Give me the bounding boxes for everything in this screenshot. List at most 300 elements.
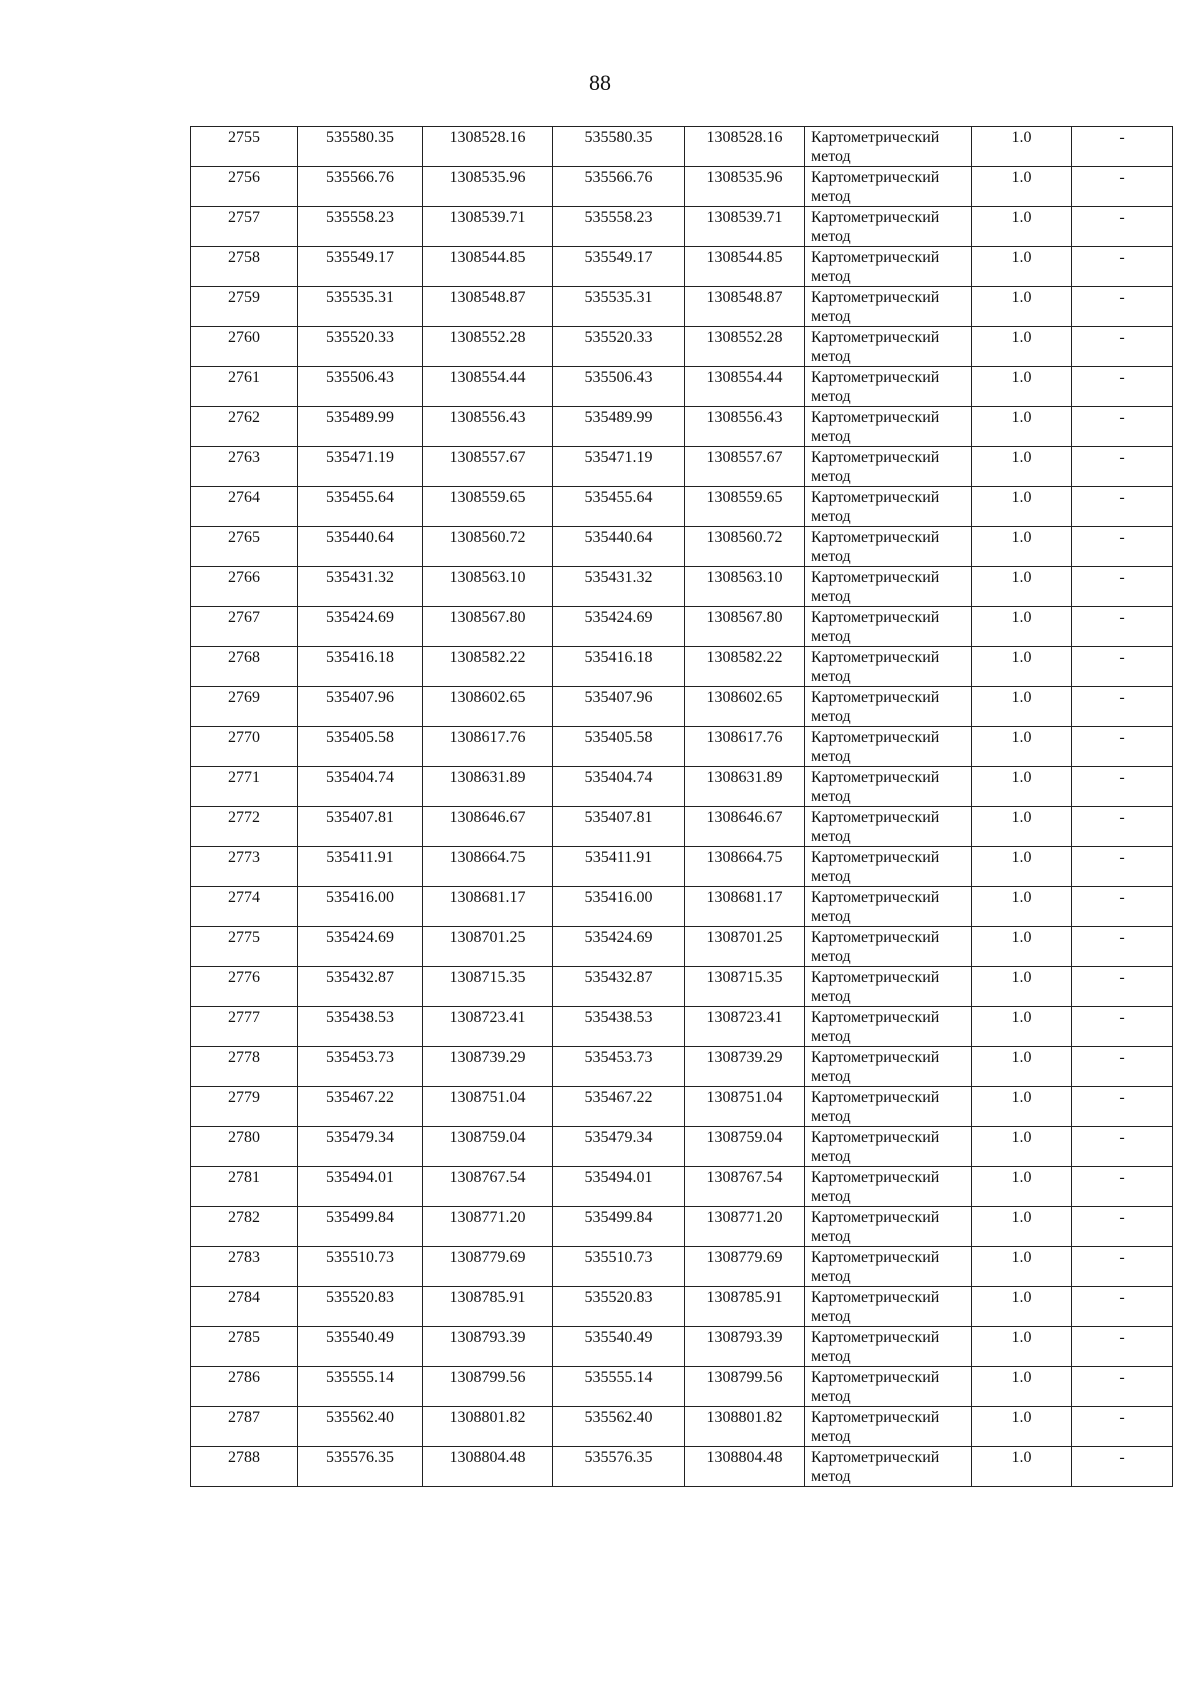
x-new-cell: 535558.23 bbox=[553, 207, 685, 247]
table-row bbox=[191, 1127, 1173, 1167]
point-number-cell: 2776 bbox=[191, 967, 298, 1007]
y-existing-cell: 1308804.48 bbox=[423, 1447, 553, 1487]
point-number-cell: 2780 bbox=[191, 1127, 298, 1167]
method-cell: Картометрический метод bbox=[805, 487, 972, 527]
y-existing-cell: 1308779.69 bbox=[423, 1247, 553, 1287]
method-cell: Картометрический метод bbox=[805, 207, 972, 247]
x-new-cell: 535506.43 bbox=[553, 367, 685, 407]
point-number-cell: 2782 bbox=[191, 1207, 298, 1247]
description-cell: - bbox=[1072, 1207, 1173, 1247]
x-existing-cell: 535580.35 bbox=[298, 127, 423, 167]
description-cell: - bbox=[1072, 1287, 1173, 1327]
x-existing-cell: 535562.40 bbox=[298, 1407, 423, 1447]
x-existing-cell: 535555.14 bbox=[298, 1367, 423, 1407]
x-new-cell: 535416.18 bbox=[553, 647, 685, 687]
accuracy-cell: 1.0 bbox=[972, 1247, 1072, 1287]
y-new-cell: 1308560.72 bbox=[685, 527, 805, 567]
point-number-cell: 2772 bbox=[191, 807, 298, 847]
x-new-cell: 535404.74 bbox=[553, 767, 685, 807]
description-cell: - bbox=[1072, 647, 1173, 687]
y-existing-cell: 1308739.29 bbox=[423, 1047, 553, 1087]
table-row bbox=[191, 1007, 1173, 1047]
point-number-cell: 2774 bbox=[191, 887, 298, 927]
point-number-cell: 2766 bbox=[191, 567, 298, 607]
point-number-cell: 2785 bbox=[191, 1327, 298, 1367]
accuracy-cell: 1.0 bbox=[972, 687, 1072, 727]
x-existing-cell: 535510.73 bbox=[298, 1247, 423, 1287]
table-row bbox=[191, 247, 1173, 287]
description-cell: - bbox=[1072, 447, 1173, 487]
y-new-cell: 1308557.67 bbox=[685, 447, 805, 487]
x-new-cell: 535411.91 bbox=[553, 847, 685, 887]
y-new-cell: 1308567.80 bbox=[685, 607, 805, 647]
accuracy-cell: 1.0 bbox=[972, 647, 1072, 687]
method-cell: Картометрический метод bbox=[805, 1207, 972, 1247]
y-new-cell: 1308751.04 bbox=[685, 1087, 805, 1127]
x-existing-cell: 535471.19 bbox=[298, 447, 423, 487]
method-cell: Картометрический метод bbox=[805, 1047, 972, 1087]
accuracy-cell: 1.0 bbox=[972, 727, 1072, 767]
x-existing-cell: 535407.81 bbox=[298, 807, 423, 847]
y-existing-cell: 1308544.85 bbox=[423, 247, 553, 287]
y-existing-cell: 1308554.44 bbox=[423, 367, 553, 407]
accuracy-cell: 1.0 bbox=[972, 1007, 1072, 1047]
y-new-cell: 1308801.82 bbox=[685, 1407, 805, 1447]
point-number-cell: 2760 bbox=[191, 327, 298, 367]
accuracy-cell: 1.0 bbox=[972, 1287, 1072, 1327]
accuracy-cell: 1.0 bbox=[972, 927, 1072, 967]
point-number-cell: 2763 bbox=[191, 447, 298, 487]
x-new-cell: 535494.01 bbox=[553, 1167, 685, 1207]
point-number-cell: 2784 bbox=[191, 1287, 298, 1327]
method-cell: Картометрический метод bbox=[805, 727, 972, 767]
y-new-cell: 1308771.20 bbox=[685, 1207, 805, 1247]
accuracy-cell: 1.0 bbox=[972, 847, 1072, 887]
method-cell: Картометрический метод bbox=[805, 927, 972, 967]
description-cell: - bbox=[1072, 887, 1173, 927]
y-new-cell: 1308664.75 bbox=[685, 847, 805, 887]
y-existing-cell: 1308767.54 bbox=[423, 1167, 553, 1207]
x-new-cell: 535471.19 bbox=[553, 447, 685, 487]
x-existing-cell: 535407.96 bbox=[298, 687, 423, 727]
x-existing-cell: 535438.53 bbox=[298, 1007, 423, 1047]
y-new-cell: 1308617.76 bbox=[685, 727, 805, 767]
x-existing-cell: 535405.58 bbox=[298, 727, 423, 767]
description-cell: - bbox=[1072, 127, 1173, 167]
point-number-cell: 2771 bbox=[191, 767, 298, 807]
table-row bbox=[191, 407, 1173, 447]
x-existing-cell: 535558.23 bbox=[298, 207, 423, 247]
accuracy-cell: 1.0 bbox=[972, 487, 1072, 527]
method-cell: Картометрический метод bbox=[805, 1087, 972, 1127]
table-row bbox=[191, 1207, 1173, 1247]
description-cell: - bbox=[1072, 1167, 1173, 1207]
point-number-cell: 2775 bbox=[191, 927, 298, 967]
description-cell: - bbox=[1072, 567, 1173, 607]
table-row bbox=[191, 1327, 1173, 1367]
point-number-cell: 2778 bbox=[191, 1047, 298, 1087]
description-cell: - bbox=[1072, 527, 1173, 567]
description-cell: - bbox=[1072, 727, 1173, 767]
table-row bbox=[191, 1167, 1173, 1207]
table-row bbox=[191, 367, 1173, 407]
description-cell: - bbox=[1072, 327, 1173, 367]
description-cell: - bbox=[1072, 927, 1173, 967]
point-number-cell: 2755 bbox=[191, 127, 298, 167]
accuracy-cell: 1.0 bbox=[972, 1087, 1072, 1127]
description-cell: - bbox=[1072, 407, 1173, 447]
y-new-cell: 1308701.25 bbox=[685, 927, 805, 967]
method-cell: Картометрический метод bbox=[805, 1167, 972, 1207]
point-number-cell: 2779 bbox=[191, 1087, 298, 1127]
y-existing-cell: 1308751.04 bbox=[423, 1087, 553, 1127]
y-new-cell: 1308631.89 bbox=[685, 767, 805, 807]
y-existing-cell: 1308602.65 bbox=[423, 687, 553, 727]
y-new-cell: 1308548.87 bbox=[685, 287, 805, 327]
x-existing-cell: 535479.34 bbox=[298, 1127, 423, 1167]
y-new-cell: 1308804.48 bbox=[685, 1447, 805, 1487]
accuracy-cell: 1.0 bbox=[972, 567, 1072, 607]
y-existing-cell: 1308560.72 bbox=[423, 527, 553, 567]
method-cell: Картометрический метод bbox=[805, 1367, 972, 1407]
table-row bbox=[191, 1447, 1173, 1487]
y-existing-cell: 1308631.89 bbox=[423, 767, 553, 807]
accuracy-cell: 1.0 bbox=[972, 887, 1072, 927]
description-cell: - bbox=[1072, 1247, 1173, 1287]
x-new-cell: 535555.14 bbox=[553, 1367, 685, 1407]
x-existing-cell: 535455.64 bbox=[298, 487, 423, 527]
x-existing-cell: 535494.01 bbox=[298, 1167, 423, 1207]
method-cell: Картометрический метод bbox=[805, 407, 972, 447]
description-cell: - bbox=[1072, 767, 1173, 807]
y-existing-cell: 1308759.04 bbox=[423, 1127, 553, 1167]
description-cell: - bbox=[1072, 967, 1173, 1007]
accuracy-cell: 1.0 bbox=[972, 407, 1072, 447]
method-cell: Картометрический метод bbox=[805, 607, 972, 647]
y-existing-cell: 1308801.82 bbox=[423, 1407, 553, 1447]
x-new-cell: 535455.64 bbox=[553, 487, 685, 527]
table-row bbox=[191, 567, 1173, 607]
accuracy-cell: 1.0 bbox=[972, 1447, 1072, 1487]
x-new-cell: 535479.34 bbox=[553, 1127, 685, 1167]
method-cell: Картометрический метод bbox=[805, 567, 972, 607]
y-existing-cell: 1308528.16 bbox=[423, 127, 553, 167]
y-existing-cell: 1308567.80 bbox=[423, 607, 553, 647]
x-existing-cell: 535576.35 bbox=[298, 1447, 423, 1487]
point-number-cell: 2788 bbox=[191, 1447, 298, 1487]
x-existing-cell: 535416.18 bbox=[298, 647, 423, 687]
y-new-cell: 1308528.16 bbox=[685, 127, 805, 167]
point-number-cell: 2761 bbox=[191, 367, 298, 407]
accuracy-cell: 1.0 bbox=[972, 127, 1072, 167]
point-number-cell: 2756 bbox=[191, 167, 298, 207]
method-cell: Картометрический метод bbox=[805, 1447, 972, 1487]
point-number-cell: 2783 bbox=[191, 1247, 298, 1287]
method-cell: Картометрический метод bbox=[805, 1247, 972, 1287]
accuracy-cell: 1.0 bbox=[972, 287, 1072, 327]
y-existing-cell: 1308535.96 bbox=[423, 167, 553, 207]
method-cell: Картометрический метод bbox=[805, 1407, 972, 1447]
y-existing-cell: 1308785.91 bbox=[423, 1287, 553, 1327]
method-cell: Картометрический метод bbox=[805, 887, 972, 927]
x-existing-cell: 535535.31 bbox=[298, 287, 423, 327]
y-existing-cell: 1308582.22 bbox=[423, 647, 553, 687]
method-cell: Картометрический метод bbox=[805, 847, 972, 887]
table-row bbox=[191, 287, 1173, 327]
x-existing-cell: 535506.43 bbox=[298, 367, 423, 407]
x-new-cell: 535520.83 bbox=[553, 1287, 685, 1327]
y-existing-cell: 1308563.10 bbox=[423, 567, 553, 607]
point-number-cell: 2781 bbox=[191, 1167, 298, 1207]
table-row bbox=[191, 327, 1173, 367]
y-new-cell: 1308767.54 bbox=[685, 1167, 805, 1207]
x-existing-cell: 535520.33 bbox=[298, 327, 423, 367]
table-row bbox=[191, 847, 1173, 887]
x-new-cell: 535580.35 bbox=[553, 127, 685, 167]
y-existing-cell: 1308548.87 bbox=[423, 287, 553, 327]
table-row bbox=[191, 207, 1173, 247]
accuracy-cell: 1.0 bbox=[972, 1207, 1072, 1247]
x-new-cell: 535489.99 bbox=[553, 407, 685, 447]
y-new-cell: 1308723.41 bbox=[685, 1007, 805, 1047]
x-new-cell: 535520.33 bbox=[553, 327, 685, 367]
point-number-cell: 2757 bbox=[191, 207, 298, 247]
y-existing-cell: 1308799.56 bbox=[423, 1367, 553, 1407]
y-new-cell: 1308556.43 bbox=[685, 407, 805, 447]
x-new-cell: 535562.40 bbox=[553, 1407, 685, 1447]
table-row bbox=[191, 687, 1173, 727]
table-row bbox=[191, 607, 1173, 647]
table-row bbox=[191, 167, 1173, 207]
table-row bbox=[191, 127, 1173, 167]
table-body bbox=[191, 127, 1173, 1487]
accuracy-cell: 1.0 bbox=[972, 367, 1072, 407]
x-new-cell: 535440.64 bbox=[553, 527, 685, 567]
description-cell: - bbox=[1072, 847, 1173, 887]
x-new-cell: 535416.00 bbox=[553, 887, 685, 927]
point-number-cell: 2759 bbox=[191, 287, 298, 327]
y-existing-cell: 1308715.35 bbox=[423, 967, 553, 1007]
y-new-cell: 1308646.67 bbox=[685, 807, 805, 847]
x-existing-cell: 535424.69 bbox=[298, 607, 423, 647]
x-existing-cell: 535411.91 bbox=[298, 847, 423, 887]
point-number-cell: 2777 bbox=[191, 1007, 298, 1047]
method-cell: Картометрический метод bbox=[805, 447, 972, 487]
method-cell: Картометрический метод bbox=[805, 327, 972, 367]
page-number: 88 bbox=[589, 70, 611, 95]
table-row bbox=[191, 1087, 1173, 1127]
y-new-cell: 1308559.65 bbox=[685, 487, 805, 527]
accuracy-cell: 1.0 bbox=[972, 607, 1072, 647]
point-number-cell: 2770 bbox=[191, 727, 298, 767]
y-existing-cell: 1308723.41 bbox=[423, 1007, 553, 1047]
y-new-cell: 1308793.39 bbox=[685, 1327, 805, 1367]
description-cell: - bbox=[1072, 287, 1173, 327]
description-cell: - bbox=[1072, 1127, 1173, 1167]
accuracy-cell: 1.0 bbox=[972, 207, 1072, 247]
accuracy-cell: 1.0 bbox=[972, 327, 1072, 367]
description-cell: - bbox=[1072, 1047, 1173, 1087]
table-row bbox=[191, 807, 1173, 847]
y-new-cell: 1308779.69 bbox=[685, 1247, 805, 1287]
description-cell: - bbox=[1072, 167, 1173, 207]
point-number-cell: 2773 bbox=[191, 847, 298, 887]
description-cell: - bbox=[1072, 1007, 1173, 1047]
table-row bbox=[191, 527, 1173, 567]
point-number-cell: 2786 bbox=[191, 1367, 298, 1407]
y-existing-cell: 1308701.25 bbox=[423, 927, 553, 967]
y-new-cell: 1308544.85 bbox=[685, 247, 805, 287]
x-new-cell: 535576.35 bbox=[553, 1447, 685, 1487]
y-new-cell: 1308535.96 bbox=[685, 167, 805, 207]
x-new-cell: 535407.81 bbox=[553, 807, 685, 847]
y-new-cell: 1308602.65 bbox=[685, 687, 805, 727]
description-cell: - bbox=[1072, 1367, 1173, 1407]
y-new-cell: 1308715.35 bbox=[685, 967, 805, 1007]
x-existing-cell: 535489.99 bbox=[298, 407, 423, 447]
x-existing-cell: 535453.73 bbox=[298, 1047, 423, 1087]
x-new-cell: 535424.69 bbox=[553, 927, 685, 967]
x-new-cell: 535510.73 bbox=[553, 1247, 685, 1287]
table-row bbox=[191, 1367, 1173, 1407]
description-cell: - bbox=[1072, 487, 1173, 527]
table-row bbox=[191, 927, 1173, 967]
accuracy-cell: 1.0 bbox=[972, 967, 1072, 1007]
method-cell: Картометрический метод bbox=[805, 687, 972, 727]
point-number-cell: 2787 bbox=[191, 1407, 298, 1447]
y-new-cell: 1308759.04 bbox=[685, 1127, 805, 1167]
description-cell: - bbox=[1072, 367, 1173, 407]
method-cell: Картометрический метод bbox=[805, 1327, 972, 1367]
method-cell: Картометрический метод bbox=[805, 967, 972, 1007]
x-existing-cell: 535540.49 bbox=[298, 1327, 423, 1367]
y-new-cell: 1308681.17 bbox=[685, 887, 805, 927]
y-existing-cell: 1308617.76 bbox=[423, 727, 553, 767]
x-existing-cell: 535431.32 bbox=[298, 567, 423, 607]
accuracy-cell: 1.0 bbox=[972, 1127, 1072, 1167]
method-cell: Картометрический метод bbox=[805, 367, 972, 407]
y-new-cell: 1308539.71 bbox=[685, 207, 805, 247]
accuracy-cell: 1.0 bbox=[972, 447, 1072, 487]
x-new-cell: 535438.53 bbox=[553, 1007, 685, 1047]
y-existing-cell: 1308539.71 bbox=[423, 207, 553, 247]
y-existing-cell: 1308664.75 bbox=[423, 847, 553, 887]
table-row bbox=[191, 727, 1173, 767]
method-cell: Картометрический метод bbox=[805, 247, 972, 287]
x-existing-cell: 535566.76 bbox=[298, 167, 423, 207]
point-number-cell: 2769 bbox=[191, 687, 298, 727]
accuracy-cell: 1.0 bbox=[972, 247, 1072, 287]
table-row bbox=[191, 1047, 1173, 1087]
x-new-cell: 535453.73 bbox=[553, 1047, 685, 1087]
table-row bbox=[191, 487, 1173, 527]
point-number-cell: 2767 bbox=[191, 607, 298, 647]
y-existing-cell: 1308771.20 bbox=[423, 1207, 553, 1247]
point-number-cell: 2758 bbox=[191, 247, 298, 287]
x-existing-cell: 535520.83 bbox=[298, 1287, 423, 1327]
method-cell: Картометрический метод bbox=[805, 127, 972, 167]
y-new-cell: 1308563.10 bbox=[685, 567, 805, 607]
accuracy-cell: 1.0 bbox=[972, 527, 1072, 567]
method-cell: Картометрический метод bbox=[805, 527, 972, 567]
method-cell: Картометрический метод bbox=[805, 767, 972, 807]
accuracy-cell: 1.0 bbox=[972, 1367, 1072, 1407]
method-cell: Картометрический метод bbox=[805, 807, 972, 847]
y-new-cell: 1308739.29 bbox=[685, 1047, 805, 1087]
description-cell: - bbox=[1072, 247, 1173, 287]
x-new-cell: 535566.76 bbox=[553, 167, 685, 207]
description-cell: - bbox=[1072, 1447, 1173, 1487]
accuracy-cell: 1.0 bbox=[972, 767, 1072, 807]
point-number-cell: 2768 bbox=[191, 647, 298, 687]
accuracy-cell: 1.0 bbox=[972, 167, 1072, 207]
description-cell: - bbox=[1072, 807, 1173, 847]
accuracy-cell: 1.0 bbox=[972, 1327, 1072, 1367]
point-number-cell: 2764 bbox=[191, 487, 298, 527]
description-cell: - bbox=[1072, 687, 1173, 727]
description-cell: - bbox=[1072, 1327, 1173, 1367]
point-number-cell: 2765 bbox=[191, 527, 298, 567]
x-existing-cell: 535416.00 bbox=[298, 887, 423, 927]
x-new-cell: 535407.96 bbox=[553, 687, 685, 727]
table-row bbox=[191, 1287, 1173, 1327]
coordinates-table-container bbox=[190, 126, 1173, 1487]
description-cell: - bbox=[1072, 1407, 1173, 1447]
accuracy-cell: 1.0 bbox=[972, 1407, 1072, 1447]
x-new-cell: 535467.22 bbox=[553, 1087, 685, 1127]
y-existing-cell: 1308681.17 bbox=[423, 887, 553, 927]
x-new-cell: 535540.49 bbox=[553, 1327, 685, 1367]
y-new-cell: 1308799.56 bbox=[685, 1367, 805, 1407]
y-existing-cell: 1308552.28 bbox=[423, 327, 553, 367]
y-new-cell: 1308552.28 bbox=[685, 327, 805, 367]
x-new-cell: 535424.69 bbox=[553, 607, 685, 647]
y-existing-cell: 1308646.67 bbox=[423, 807, 553, 847]
x-new-cell: 535549.17 bbox=[553, 247, 685, 287]
method-cell: Картометрический метод bbox=[805, 1127, 972, 1167]
x-existing-cell: 535499.84 bbox=[298, 1207, 423, 1247]
x-existing-cell: 535467.22 bbox=[298, 1087, 423, 1127]
table-row bbox=[191, 1247, 1173, 1287]
table-row bbox=[191, 967, 1173, 1007]
x-existing-cell: 535432.87 bbox=[298, 967, 423, 1007]
description-cell: - bbox=[1072, 207, 1173, 247]
table-row bbox=[191, 647, 1173, 687]
y-new-cell: 1308582.22 bbox=[685, 647, 805, 687]
y-existing-cell: 1308559.65 bbox=[423, 487, 553, 527]
x-new-cell: 535432.87 bbox=[553, 967, 685, 1007]
coordinates-table bbox=[190, 126, 1173, 1487]
method-cell: Картометрический метод bbox=[805, 167, 972, 207]
point-number-cell: 2762 bbox=[191, 407, 298, 447]
table-row bbox=[191, 1407, 1173, 1447]
x-existing-cell: 535549.17 bbox=[298, 247, 423, 287]
table-row bbox=[191, 447, 1173, 487]
y-existing-cell: 1308557.67 bbox=[423, 447, 553, 487]
y-new-cell: 1308785.91 bbox=[685, 1287, 805, 1327]
x-new-cell: 535499.84 bbox=[553, 1207, 685, 1247]
x-new-cell: 535535.31 bbox=[553, 287, 685, 327]
y-existing-cell: 1308556.43 bbox=[423, 407, 553, 447]
method-cell: Картометрический метод bbox=[805, 1007, 972, 1047]
method-cell: Картометрический метод bbox=[805, 647, 972, 687]
x-existing-cell: 535404.74 bbox=[298, 767, 423, 807]
method-cell: Картометрический метод bbox=[805, 1287, 972, 1327]
table-row bbox=[191, 767, 1173, 807]
y-new-cell: 1308554.44 bbox=[685, 367, 805, 407]
description-cell: - bbox=[1072, 607, 1173, 647]
table-row bbox=[191, 887, 1173, 927]
